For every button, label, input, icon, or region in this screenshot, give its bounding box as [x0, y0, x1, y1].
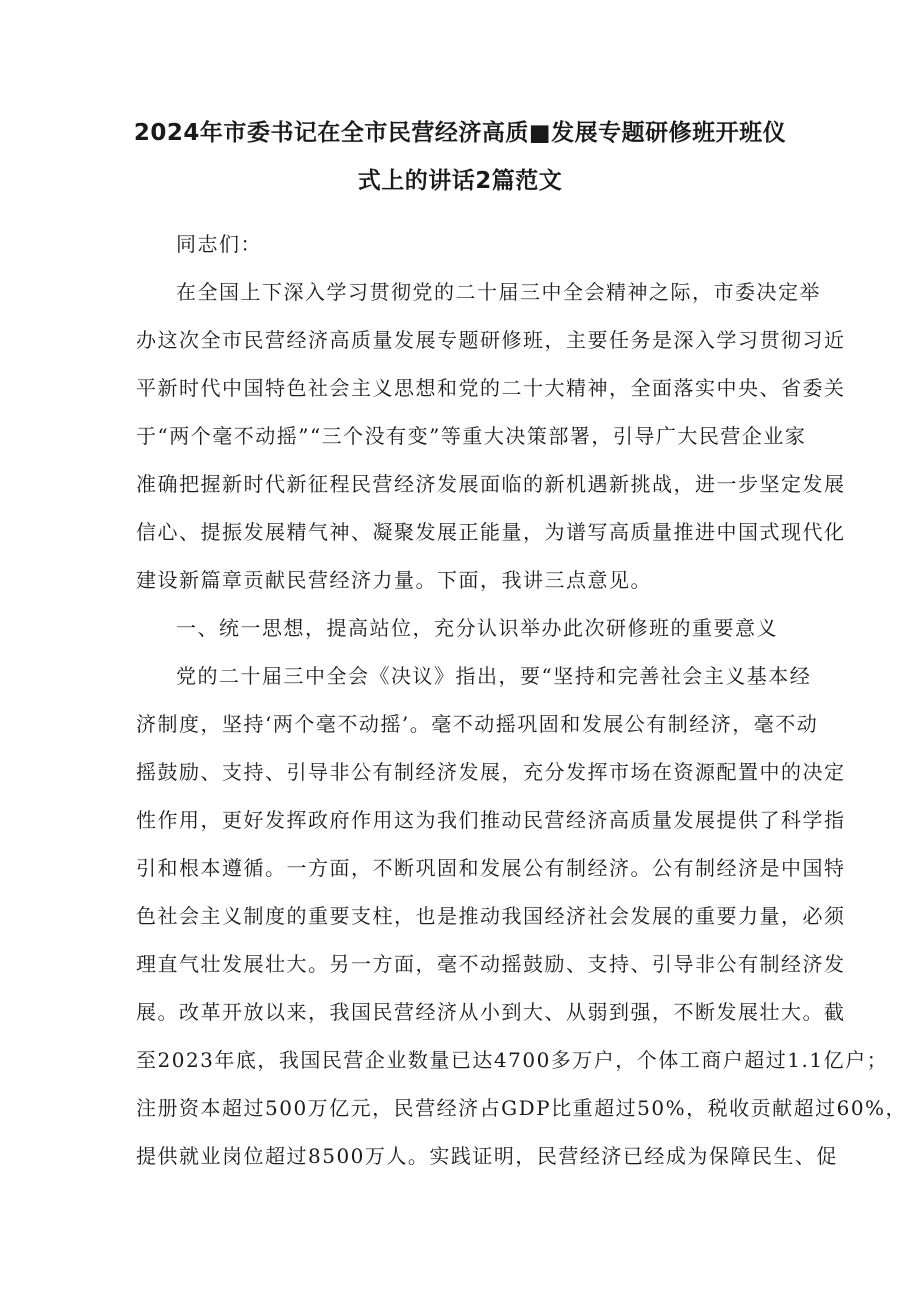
paragraph-1-line: 办这次全市民营经济高质量发展专题研修班，主要任务是深入学习贯彻习近 [136, 328, 846, 352]
paragraph-1-line: 建设新篇章贡献民营经济力量。下面，我讲三点意见。 [136, 568, 652, 592]
paragraph-2-line: 引和根本遵循。一方面，不断巩固和发展公有制经济。公有制经济是中国特 [136, 856, 846, 880]
paragraph-2-line: 色社会主义制度的重要支柱，也是推动我国经济社会发展的重要力量，必须 [136, 904, 846, 928]
document-title-line-2: 式上的讲话2篇范文 [357, 168, 563, 194]
paragraph-1-line: 准确把握新时代新征程民营经济发展面临的新机遇新挑战，进一步坚定发展 [136, 472, 846, 496]
paragraph-2-line: 理直气壮发展壮大。另一方面，毫不动摇鼓励、支持、引导非公有制经济发 [136, 952, 846, 976]
document-title-line-1: 2024年市委书记在全市民营经济高质■发展专题研修班开班仪 [133, 120, 787, 146]
paragraph-2-line: 至2023年底，我国民营企业数量已达4700多万户，个体工商户超过1.1亿户； [136, 1048, 889, 1072]
paragraph-2-line: 展。改革开放以来，我国民营经济从小到大、从弱到强，不断发展壮大。截 [136, 1000, 846, 1024]
section-heading-1: 一、统一思想，提高站位，充分认识举办此次研修班的重要意义 [176, 616, 778, 640]
paragraph-2-line: 提供就业岗位超过8500万人。实践证明，民营经济已经成为保障民生、促 [136, 1144, 838, 1168]
paragraph-2-line: 济制度，坚持‘两个毫不动摇’。毫不动摇巩固和发展公有制经济，毫不动 [136, 712, 819, 736]
salutation: 同志们： [176, 232, 262, 256]
paragraph-2-line: 摇鼓励、支持、引导非公有制经济发展，充分发挥市场在资源配置中的决定 [136, 760, 846, 784]
paragraph-1-line: 于“两个毫不动摇”“三个没有变”等重大决策部署，引导广大民营企业家 [136, 424, 807, 448]
paragraph-2-line: 性作用，更好发挥政府作用这为我们推动民营经济高质量发展提供了科学指 [136, 808, 846, 832]
document-body [136, 220, 908, 1180]
paragraph-1-line: 在全国上下深入学习贯彻党的二十届三中全会精神之际，市委决定举 [176, 280, 821, 304]
paragraph-2-line: 注册资本超过500万亿元，民营经济占GDP比重超过50%，税收贡献超过60%， [136, 1096, 908, 1120]
paragraph-1-line: 信心、提振发展精气神、凝聚发展正能量，为谱写高质量推进中国式现代化 [136, 520, 846, 544]
paragraph-1-line: 平新时代中国特色社会主义思想和党的二十大精神，全面落实中央、省委关 [136, 376, 846, 400]
paragraph-2-line: 党的二十届三中全会《决议》指出，要“坚持和完善社会主义基本经 [176, 664, 812, 688]
